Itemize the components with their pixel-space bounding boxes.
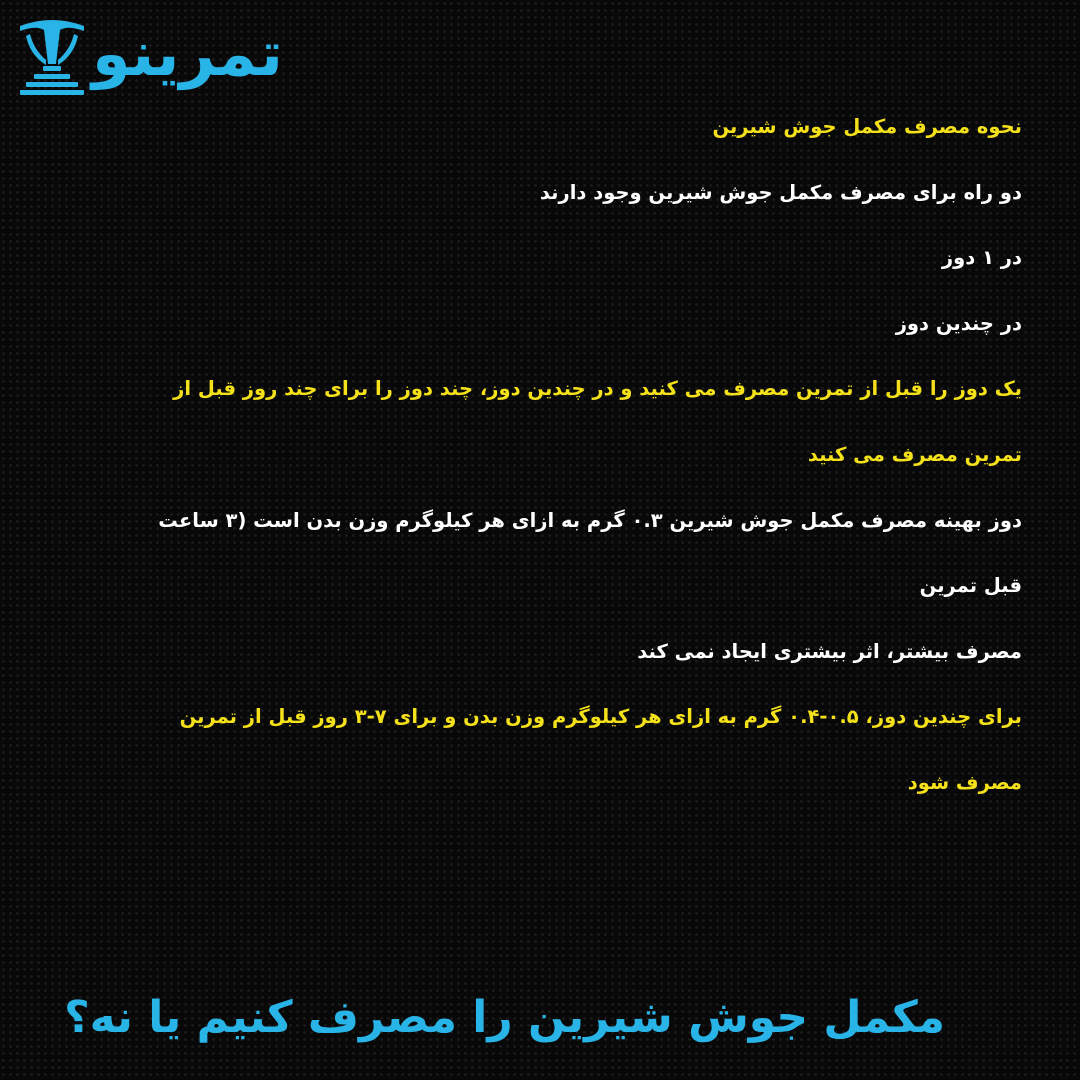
text-line: دوز بهینه مصرف مکمل جوش شیرین ۰.۳ گرم به ازای هر کیلوگرم وزن بدن است (۳ ساعت <box>158 508 1022 532</box>
text-line: مصرف بیشتر، اثر بیشتری ایجاد نمی کند <box>637 639 1022 663</box>
text-line: در ۱ دوز <box>941 246 1022 270</box>
brand-name: تمرینو <box>92 17 283 90</box>
brand-logo <box>16 8 446 100</box>
text-line: دو راه برای مصرف مکمل جوش شیرین وجود دارند <box>539 180 1022 204</box>
trophy-cup-icon <box>16 10 88 98</box>
text-line: قبل تمرین <box>919 574 1022 598</box>
article-body <box>64 94 1022 816</box>
footer-headline: مکمل جوش شیرین را مصرف کنیم یا نه؟ <box>64 992 945 1043</box>
highlight-line: یک دوز را قبل از تمرین مصرف می کنید و در چندین دوز، چند دوز را برای چند روز قبل از <box>173 377 1022 401</box>
highlight-line: مصرف شود <box>907 770 1022 794</box>
highlight-line: تمرین مصرف می کنید <box>807 442 1022 466</box>
text-line: در چندین دوز <box>895 311 1022 335</box>
highlight-line: برای چندین دوز، ۰.۵-۰.۴ گرم به ازای هر کیلوگرم وزن بدن و برای ۷-۳ روز قبل از تمرین <box>179 705 1022 729</box>
article-title: نحوه مصرف مکمل جوش شیرین <box>712 115 1022 138</box>
